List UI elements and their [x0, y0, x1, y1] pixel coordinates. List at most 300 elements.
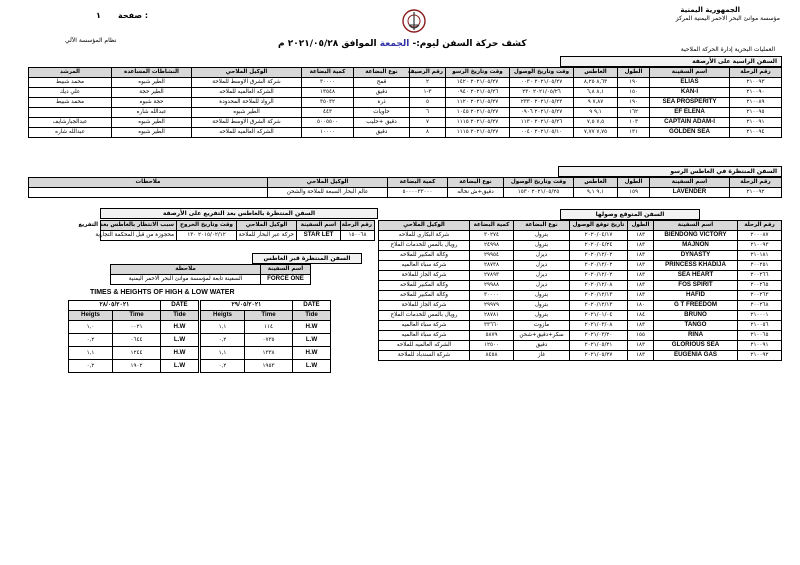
table-cell: ١٨٣	[628, 261, 654, 271]
tide-cell: L.W	[161, 360, 199, 373]
table-row	[379, 261, 782, 271]
table-row	[29, 128, 782, 138]
table-cell: HAFID	[654, 291, 738, 301]
tide-cell: H.W	[293, 321, 331, 334]
table-cell: ٢٠٢٠/١٢/٠٢	[570, 261, 628, 271]
table-cell: ٢١٠٠٩١	[730, 118, 782, 128]
column-header: رقم الرحلة	[730, 68, 782, 78]
table-cell: ٢٨٧٣٨	[470, 261, 514, 271]
table-cell: ٢٠٢١/٠٥/٢٧ ١١١٥	[446, 118, 510, 128]
tide-cell: ١,١	[201, 321, 245, 334]
column-header: وقت وتاريخ الوصول	[504, 178, 574, 188]
table-cell: الشركه العالميه للملاحه	[379, 341, 470, 351]
table-cell: ٢٠٢١/٠٥/٢٧ ٠٠٣٠	[510, 78, 574, 88]
table-cell: شركة سباء العالميه	[379, 261, 470, 271]
table-cell: ٢٠٢١/٠٥/٢٦ ١١٣٠	[510, 118, 574, 128]
table-cell: ٢٠٠٠٨٧	[738, 231, 782, 241]
table-cell: رويال بالمس للخدمات الملاح	[379, 241, 470, 251]
table-cell: ٣٣٦٦٠	[470, 321, 514, 331]
tide-date-row	[201, 301, 331, 311]
tide-row	[69, 347, 199, 360]
tide-column-header: Time	[245, 311, 293, 321]
table-cell: GLORIOUS SEA	[654, 341, 738, 351]
table-cell: ديزل	[514, 261, 570, 271]
table-cell: بترول	[514, 291, 570, 301]
table-cell: ٢٠٢٠/٠٤/١٧	[570, 231, 628, 241]
table-cell: حجة شبوه	[112, 98, 192, 108]
table-row	[29, 108, 782, 118]
table-cell: ١٠٣	[618, 118, 650, 128]
tide-column-header: Time	[113, 311, 161, 321]
column-header: كمية البضاعة	[388, 178, 448, 188]
column-header: وقت وتاريخ الوصول	[510, 68, 574, 78]
discharge-header-row	[101, 221, 375, 231]
table-cell: ١٨٣	[628, 341, 654, 351]
table-cell: ٧,٨٧ ٩	[574, 98, 618, 108]
table-cell: ١٣١	[618, 128, 650, 138]
table-cell: ٢٠٢٠/١٢/٠٢	[570, 271, 628, 281]
table-cell: ٢٠٢١/٠٥/١٠ ٠٠٤٠	[510, 128, 574, 138]
table-cell: ٢١٠٠٦٥	[738, 331, 782, 341]
table-cell: السفينة تابعة لمؤسسة موانئ البحر الاحمر اليمنية	[111, 275, 261, 285]
tide-row	[201, 334, 331, 347]
table-cell: الشركه العالميه للملاحه	[192, 88, 302, 98]
anchored-header-row	[29, 68, 782, 78]
discharge-section-title: السفن المنتظرة بالغاطس بعد التفريغ على الأرصفة	[100, 208, 378, 219]
column-header: وقت وتاريخ الرسو	[446, 68, 510, 78]
table-cell: EF ELENA	[650, 108, 730, 118]
table-row	[379, 341, 782, 351]
table-cell: ٢٠٢١/٠٥/٢٥ ١٥٣٠	[504, 188, 574, 198]
tide-table-left	[200, 300, 331, 373]
column-header: رقم الرحلة	[730, 178, 782, 188]
table-cell: ٢٠٢١/٠٥/٢٧	[570, 351, 628, 361]
tide-row	[201, 360, 331, 373]
table-cell: ٢٠٢١/٠١/٠٤	[570, 311, 628, 321]
table-row	[379, 281, 782, 291]
table-cell: وكالة المكبير للملاحه	[379, 291, 470, 301]
table-cell: ١٢٥٠٠	[470, 341, 514, 351]
table-cell: الطير شبوه	[112, 128, 192, 138]
table-cell: ٢٠٢٠/١٢/٠٢	[570, 251, 628, 261]
table-cell: عبدالله شاره	[29, 128, 112, 138]
tide-date-row	[69, 301, 199, 311]
table-row	[379, 351, 782, 361]
tide-row	[201, 321, 331, 334]
table-cell: RINA	[654, 331, 738, 341]
tide-cell: ١,٠	[69, 321, 113, 334]
table-cell: ٢٤٩٩٨	[470, 241, 514, 251]
tide-cell: ٠,٢	[69, 334, 113, 347]
column-header: اسم السفينة	[654, 221, 738, 231]
table-cell: ١٨٣	[628, 351, 654, 361]
column-header: رقم الرحلة	[738, 221, 782, 231]
table-cell: بترول	[514, 231, 570, 241]
waiting-section-title: السفن المنتظرة في الغاطس الرسو	[558, 166, 782, 177]
dept-name: العمليات البحرية إدارة الحركة الملاحية	[680, 46, 775, 53]
table-cell: ٢٩٩٧٩	[470, 301, 514, 311]
column-header: رقم الرحلة	[341, 221, 375, 231]
discharge-table	[78, 220, 375, 241]
table-cell: ١٩٠	[618, 78, 650, 88]
table-cell: ٢٠٢٠/١٢/١٣	[570, 291, 628, 301]
table-cell: ٧	[410, 118, 446, 128]
table-cell: عبدالجبارشايف	[29, 118, 112, 128]
org-name: مؤسسة موانئ البحر الاحمر اليمنية المركز	[675, 15, 780, 22]
table-row	[29, 118, 782, 128]
table-cell: ٢٠٠٢٦٥	[738, 281, 782, 291]
anchored-table	[28, 67, 782, 138]
table-cell: ٢٠٢٠/١٢/٠٨	[570, 281, 628, 291]
table-cell: ٢٠٢١/٠٥/٢٧ ١١١٥	[446, 128, 510, 138]
tide-row	[201, 347, 331, 360]
table-cell: ٢٠٢١/٠٥/٢٦ ٢٣٠	[510, 88, 574, 98]
table-cell: ١٨٣	[628, 271, 654, 281]
floating-table	[110, 264, 311, 285]
table-cell: ٨٤٥٨	[470, 351, 514, 361]
table-row	[29, 78, 782, 88]
table-cell: ١٣٥٤٨	[302, 88, 354, 98]
table-cell: قمح	[354, 78, 410, 88]
column-header: اسم السفينة	[297, 221, 341, 231]
tide-cell: ١٣٣٨	[245, 347, 293, 360]
tide-cell: H.W	[161, 321, 199, 334]
expected-table	[378, 220, 782, 361]
table-cell: الطير شبوه	[112, 78, 192, 88]
tide-cell: ١١٤	[245, 321, 293, 334]
tide-column-header: Heigts	[201, 311, 245, 321]
table-row	[29, 98, 782, 108]
table-row	[379, 321, 782, 331]
tide-cell: ١٢٤٤	[113, 347, 161, 360]
table-cell: PRINCESS KHADIJA	[654, 261, 738, 271]
table-cell: ٢٠٢١/٠٥/٢٦ ٠٩٤٠	[446, 88, 510, 98]
table-cell: ديزل	[514, 281, 570, 291]
table-cell: الطير حجة	[112, 88, 192, 98]
table-cell: ذرة	[354, 98, 410, 108]
table-row	[111, 275, 311, 285]
title-date: ٢٠٢١/٠٥/٢٨ م	[278, 39, 339, 49]
column-header: اسم السفينة	[261, 265, 311, 275]
column-header: وقت وتاريخ الخروج	[177, 221, 237, 231]
tide-row	[69, 360, 199, 373]
tide-row	[69, 321, 199, 334]
table-cell: ديزل	[514, 271, 570, 281]
column-header: الطول	[618, 68, 650, 78]
tide-date: ٢٩/٠٥/٢٠٢١	[201, 301, 293, 311]
table-cell: ٦	[410, 108, 446, 118]
table-cell: مازوت	[514, 321, 570, 331]
table-cell: ١٨٣	[628, 251, 654, 261]
table-cell: ٢١٠٠٩٣	[730, 78, 782, 88]
table-cell: TANGO	[654, 321, 738, 331]
table-cell: شركة الشرق الاوسط للملاحة	[192, 78, 302, 88]
table-cell: شركة الجاز للملاحة	[379, 301, 470, 311]
table-cell: ١٩٠	[618, 98, 650, 108]
table-cell: ١٥٠٠٦٨	[341, 231, 375, 241]
column-header: اسم السفينة	[650, 178, 730, 188]
table-cell: G T FREEDOM	[654, 301, 738, 311]
tide-cell: ٠,٢	[201, 334, 245, 347]
table-cell: الطير شبوه	[192, 108, 302, 118]
table-row	[379, 271, 782, 281]
country-name: الجمهورية اليمنية	[680, 6, 740, 14]
column-header: تاريخ توقع الوصول	[570, 221, 628, 231]
table-cell: ٤٤٣	[302, 108, 354, 118]
table-cell: EUGENIA GAS	[654, 351, 738, 361]
table-cell: بترول	[514, 301, 570, 311]
tide-cell: H.W	[293, 347, 331, 360]
table-cell: ١٨٣	[628, 241, 654, 251]
column-header: الوكيل الملاحي	[192, 68, 302, 78]
table-cell: وكالة المكبير للملاحه	[379, 281, 470, 291]
tide-cell: ١,١	[69, 347, 113, 360]
table-cell: محمد شبيط	[29, 78, 112, 88]
tide-cell: ٠,٢	[201, 360, 245, 373]
table-cell: ٢١٠٠٩٤	[730, 128, 782, 138]
expected-section-title: السفن المتوقع وصولها	[560, 209, 700, 220]
tide-cell: L.W	[293, 360, 331, 373]
table-cell: وكالة المكبير للملاحه	[379, 251, 470, 261]
tide-row	[69, 334, 199, 347]
column-header: سبب الانتظار بالغاطس بعد التفريغ	[101, 221, 177, 231]
table-cell: دقيق +حليب	[354, 118, 410, 128]
table-cell: ٥٠٠٠٠٣٣٠٠٠	[388, 188, 448, 198]
table-cell: شركة البكاري للملاحه	[379, 231, 470, 241]
table-cell: الرواد للملاحة المحدودة	[192, 98, 302, 108]
table-cell: ١٥٥	[628, 331, 654, 341]
page-label: صفحة :	[118, 11, 149, 20]
tide-column-header: Tide	[161, 311, 199, 321]
table-cell: ٥	[410, 98, 446, 108]
table-row	[379, 311, 782, 321]
table-cell: شركة الشرق الاوسط للملاحة	[192, 118, 302, 128]
table-cell: ٢١٠٠٩٢	[738, 351, 782, 361]
column-header: نوع البضاعة	[448, 178, 504, 188]
table-cell: ٧,٧٥ ٧,٧٧	[574, 128, 618, 138]
table-cell: GOLDEN SEA	[650, 128, 730, 138]
date-label: الموافق	[341, 39, 377, 49]
table-cell	[29, 108, 112, 118]
table-cell: ٢٠٠٢٦٨	[738, 301, 782, 311]
table-cell: محمد شبيط	[29, 98, 112, 108]
table-cell: ٩,١ ٩	[574, 108, 618, 118]
table-cell: ديزل	[514, 251, 570, 261]
tide-cell: ١٩٥٣	[245, 360, 293, 373]
waiting-table	[28, 177, 782, 198]
floating-section-title: السفن المنتظرة قبر الغاطس	[252, 253, 362, 264]
table-cell: ٨,١ ٦,٨	[574, 88, 618, 98]
table-cell: ٢١٠٠٨٩	[730, 98, 782, 108]
table-cell: ١٨٣	[628, 321, 654, 331]
table-cell: ١٦٢	[618, 108, 650, 118]
column-header: الطول	[618, 178, 650, 188]
column-header: المرشد	[29, 68, 112, 78]
table-row	[379, 301, 782, 311]
table-cell: ١٨٠	[628, 301, 654, 311]
table-cell: SEA PROSPERITY	[650, 98, 730, 108]
table-cell: ٣٠٠٠٠	[470, 291, 514, 301]
tide-header-row	[69, 311, 199, 321]
table-cell: ٢٠٢١/٠٥/٢٧ ٠٩٠٦	[510, 108, 574, 118]
table-cell: ٢٠١٥/٠٢/١٢ ١٣٠	[177, 231, 237, 241]
table-cell: ٢٠٢١/٠٥/٢٣ ٢٣٣٠	[510, 98, 574, 108]
tide-cell: ١,١	[201, 347, 245, 360]
tide-date-label: DATE	[161, 301, 199, 311]
table-cell: رويال بالمس للخدمات الملاح	[379, 311, 470, 321]
tide-cell: L.W	[293, 334, 331, 347]
table-cell: CAPTAIN ADAM-I	[650, 118, 730, 128]
table-cell: ٩,١ ٩,١	[574, 188, 618, 198]
table-cell: ٢	[410, 78, 446, 88]
table-cell: ٢٠٢١/٠٥/٢٧ ١٠٤٥	[446, 108, 510, 118]
table-cell: ٢١٠٠٩١	[738, 341, 782, 351]
table-cell: غاز	[514, 351, 570, 361]
table-cell: SEA HEART	[654, 271, 738, 281]
expected-header-row	[379, 221, 782, 231]
table-cell: ٣٠٠٠٠	[302, 78, 354, 88]
table-cell: ٢٠٢١/٠٣/٠٨	[570, 321, 628, 331]
column-header: كمية البضاعة	[302, 68, 354, 78]
table-cell: ٢٠٢١/٠٥/٢١	[570, 341, 628, 351]
table-cell: BIENDONG VICTORY	[654, 231, 738, 241]
table-row	[379, 331, 782, 341]
tide-date: ٢٨/٠٥/٢٠٢١	[69, 301, 161, 311]
table-cell: عالم البحار السبعة للملاحة والشحن	[268, 188, 388, 198]
table-cell: دقيق	[354, 128, 410, 138]
table-cell: ٥٠٠٥٥٠٠	[302, 118, 354, 128]
table-cell: ٢١٠١٨١	[738, 251, 782, 261]
table-cell: ٢٠٠٢٥١	[738, 261, 782, 271]
table-cell: حركة عبر البحار للملاحة	[237, 231, 297, 241]
table-cell: ١٨٣	[628, 281, 654, 291]
table-cell: دقيق+ش نخاله	[448, 188, 504, 198]
table-cell: ٢٩٩٨٨	[470, 281, 514, 291]
table-cell: ٢١٠٠٩٠	[730, 88, 782, 98]
table-cell: ELIAS	[650, 78, 730, 88]
table-cell: حاويات	[354, 108, 410, 118]
tide-cell: H.W	[161, 347, 199, 360]
table-cell: علي ديك	[29, 88, 112, 98]
table-cell: ٨	[410, 128, 446, 138]
table-cell: بترول	[514, 241, 570, 251]
table-cell: بترول	[514, 311, 570, 321]
table-cell: ٢١٠٠٩٣	[738, 241, 782, 251]
anchored-section-title: السفن الراسية على الأرصفة	[560, 56, 782, 67]
column-header: ملاحظات	[29, 178, 268, 188]
table-cell: FORCE ONE	[261, 275, 311, 285]
table-cell: ١٥٩	[618, 188, 650, 198]
column-header: ملاحظة	[111, 265, 261, 275]
table-cell: FOS SPIRIT	[654, 281, 738, 291]
column-header: النشاطات المساعدة	[112, 68, 192, 78]
tide-cell: ٠,٢	[69, 360, 113, 373]
tide-cell: ٠٦٤٤	[113, 334, 161, 347]
table-cell: ٢١٠٠٩٥	[730, 108, 782, 118]
table-cell: ٢٠٢١/٠٣/٢٠	[570, 331, 628, 341]
table-cell: ٥٨٧٩	[470, 331, 514, 341]
table-cell: شركة السندباد للملاحة	[379, 351, 470, 361]
column-header: الوكيل الملاحي	[237, 221, 297, 231]
table-cell: ٣-١	[410, 88, 446, 98]
table-row	[379, 241, 782, 251]
table-cell: ٢٩٩٥٤	[470, 251, 514, 261]
table-cell: عبدالله شاره	[112, 108, 192, 118]
column-header: الغاطس	[574, 178, 618, 188]
tide-header-row	[201, 311, 331, 321]
title-day: الجمعة	[379, 39, 410, 49]
table-cell: ١٨٤	[628, 311, 654, 321]
table-cell: ٢١٠٠٠١	[738, 311, 782, 321]
table-cell: دقيق	[354, 88, 410, 98]
table-cell: سكر+دقيق+شحن	[514, 331, 570, 341]
page-title	[278, 40, 527, 48]
table-cell: ٢٠٠٢٦٣	[738, 291, 782, 301]
tide-table-right	[68, 300, 199, 373]
table-cell: ٨,٦٣ ٨,٢٥	[574, 78, 618, 88]
table-cell: ٢٠٢٠/١٢/١٣	[570, 301, 628, 311]
table-cell: ٣٥٠٣٢	[302, 98, 354, 108]
floating-header-row	[111, 265, 311, 275]
table-cell: شركة سباء العالميه	[379, 321, 470, 331]
table-row	[379, 231, 782, 241]
column-header: الغاطس	[574, 68, 618, 78]
table-cell: الطير شبوه	[112, 118, 192, 128]
table-cell: ٢٠٢٠/٠٤/٢٤	[570, 241, 628, 251]
table-cell: ٢١٠٠٩٢	[730, 188, 782, 198]
tide-cell: ١٩٠٢	[113, 360, 161, 373]
waiting-header-row	[29, 178, 782, 188]
column-header: الطول	[628, 221, 654, 231]
system-label: نظام المؤسسة الآلي	[65, 37, 117, 44]
table-cell: ٢٠٢١/٠٥/٢٧ ١٤٢٠	[446, 78, 510, 88]
emblem-logo	[401, 8, 427, 34]
table-cell: STAR LET	[297, 231, 341, 241]
table-cell: ٢٠٢١/٠٥/٢٧ ١١٢٠	[446, 98, 510, 108]
tide-column-header: Tide	[293, 311, 331, 321]
table-cell: ٢٨٧٨١	[470, 311, 514, 321]
table-cell: ٣٠٢٧٤	[470, 231, 514, 241]
table-cell: ٢١٠٠٥٦	[738, 321, 782, 331]
table-row	[29, 188, 782, 198]
table-cell: ١٥٠	[618, 88, 650, 98]
table-row	[29, 88, 782, 98]
column-header: اسم السفينة	[650, 68, 730, 78]
table-cell: شركة سباء العالميه	[379, 331, 470, 341]
column-header: نوع البضاعة	[354, 68, 410, 78]
column-header: الوكيل الملاحي	[379, 221, 470, 231]
table-cell: دقيق	[514, 341, 570, 351]
column-header: الوكيل الملاحي	[268, 178, 388, 188]
title-text: كشف حركة السفن ليوم:-	[412, 39, 527, 49]
table-cell: محجوزة من قبل المحكمة التجارية	[101, 231, 177, 241]
table-row	[379, 291, 782, 301]
table-row	[379, 251, 782, 261]
tides-title: TIMES & HEIGHTS OF HIGH & LOW WATER	[90, 289, 235, 296]
table-cell: BRUNO	[654, 311, 738, 321]
table-cell: LAVENDER	[650, 188, 730, 198]
table-cell: ٢٠٠٢٦٦	[738, 271, 782, 281]
tide-column-header: Heigts	[69, 311, 113, 321]
table-cell	[29, 188, 268, 198]
table-cell: ٢٧٨٩٣	[470, 271, 514, 281]
tide-cell: ٠٠٢١	[113, 321, 161, 334]
tide-cell: ٠٧٣٥	[245, 334, 293, 347]
column-header: نوع البضاعة	[514, 221, 570, 231]
column-header: كمية البضاعة	[470, 221, 514, 231]
table-cell: KAN-I	[650, 88, 730, 98]
table-cell: شركة الجاز للملاحة	[379, 271, 470, 281]
